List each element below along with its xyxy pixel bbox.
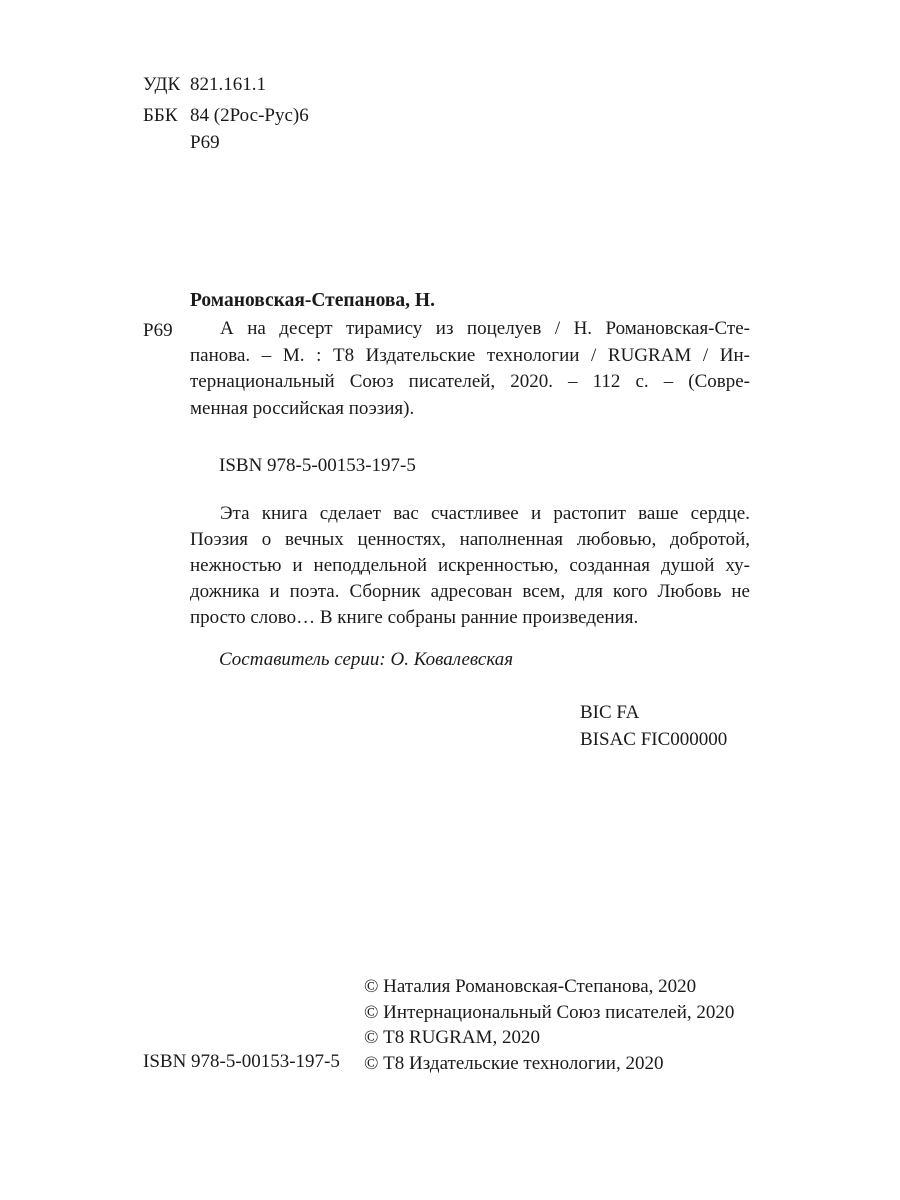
annotation-line: нежностью и неподдельной искренностью, созданная душой ху- — [190, 555, 750, 576]
annotation — [190, 501, 750, 631]
author-mark-value: Р69 — [190, 132, 220, 153]
copyright-line: © Т8 RUGRAM, 2020 — [364, 1027, 540, 1048]
series-editor: Составитель серии: О. Ковалевская — [219, 649, 514, 670]
author-mark-row — [143, 130, 220, 156]
biblio-line: менная российская поэзия). — [190, 397, 415, 419]
udk-row — [143, 72, 266, 98]
isbn: ISBN 978-5-00153-197-5 — [219, 455, 416, 476]
bbk-value: 84 (2Рос-Рус)6 — [190, 105, 309, 126]
footer-isbn: ISBN 978-5-00153-197-5 — [143, 1051, 340, 1072]
copyright-line: © Интернациональный Союз писателей, 2020 — [364, 1001, 735, 1023]
biblio-line: панова. – М. : Т8 Издательские технологии / RUGRAM / Ин- — [190, 344, 750, 366]
bic-code: BIC FA — [580, 702, 640, 723]
subject-codes — [580, 699, 727, 753]
annotation-line: дожника и поэта. Сборник адресован всем, для кого Любовь не — [190, 581, 750, 602]
annotation-line: просто слово… В книге собраны ранние произведения. — [190, 607, 639, 628]
author-mark-code: Р69 — [143, 320, 173, 341]
udk-label: УДК — [143, 74, 181, 95]
bbk-label: ББК — [143, 105, 178, 126]
copyright-line: © Т8 Издательские технологии, 2020 — [364, 1052, 664, 1074]
annotation-line: Эта книга сделает вас счастливее и растопит ваше сердце. — [220, 503, 750, 524]
annotation-line: Поэзия о вечных ценностях, наполненная любовью, добротой, — [190, 529, 750, 550]
copyright-line: © Наталия Романовская-Степанова, 2020 — [364, 976, 697, 997]
author-heading: Романовская-Степанова, Н. — [190, 290, 435, 311]
bbk-row — [143, 103, 309, 129]
udk-value: 821.161.1 — [190, 74, 266, 95]
copyright-block — [364, 974, 734, 1076]
bibliographic-description — [190, 316, 750, 422]
biblio-line: А на десерт тирамису из поцелуев / Н. Романовская-Сте- — [220, 318, 750, 339]
biblio-line: тернациональный Союз писателей, 2020. – 112 с. – (Совре- — [190, 371, 750, 392]
bisac-code: BISAC FIC000000 — [580, 729, 728, 750]
